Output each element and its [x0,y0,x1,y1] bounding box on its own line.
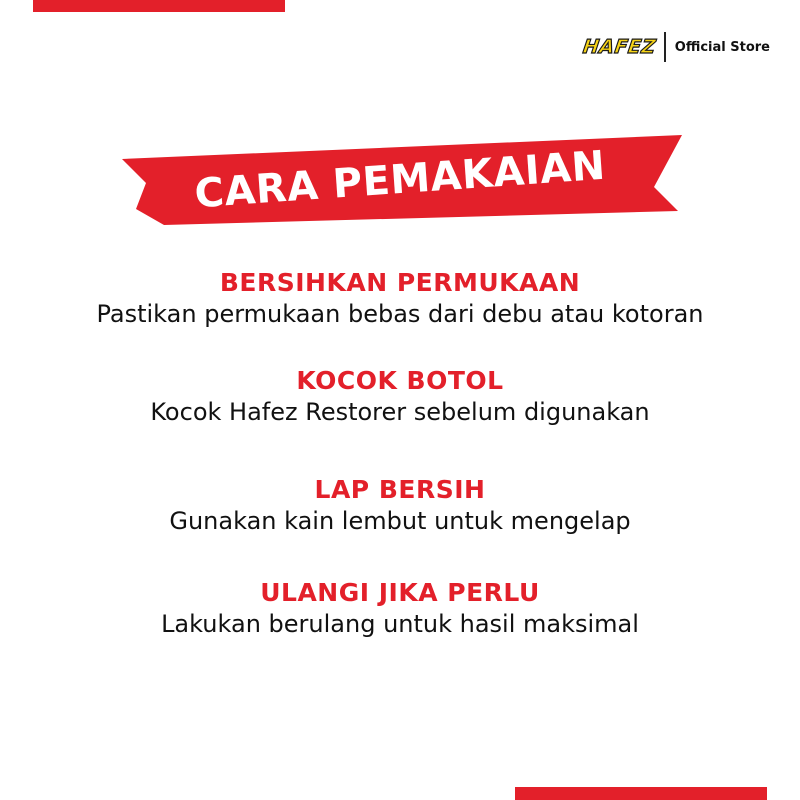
title-banner [118,135,682,225]
official-store-label: Official Store [674,39,770,55]
step-title: ULANGI JIKA PERLU [260,578,540,607]
hafez-logo: HAFEZ [581,35,658,58]
step-clean-surface [70,266,730,329]
step-description: Kocok Hafez Restorer sebelum digunakan [150,398,650,426]
step-shake-bottle [70,364,730,427]
step-wipe-clean [70,473,730,536]
brand-divider [664,32,666,62]
step-title: LAP BERSIH [314,475,486,504]
bottom-accent-bar [515,787,767,800]
step-description: Pastikan permukaan bebas dari debu atau kotoran [96,300,704,328]
top-accent-bar [33,0,285,12]
step-description: Lakukan berulang untuk hasil maksimal [161,610,639,638]
step-description: Gunakan kain lembut untuk mengelap [169,507,631,535]
step-repeat-if-needed [70,576,730,639]
banner-title: CARA PEMAKAIAN [193,142,607,218]
step-title: BERSIHKAN PERMUKAAN [219,268,581,297]
usage-steps [70,266,730,639]
step-title: KOCOK BOTOL [296,366,504,395]
brand-header [583,32,770,62]
